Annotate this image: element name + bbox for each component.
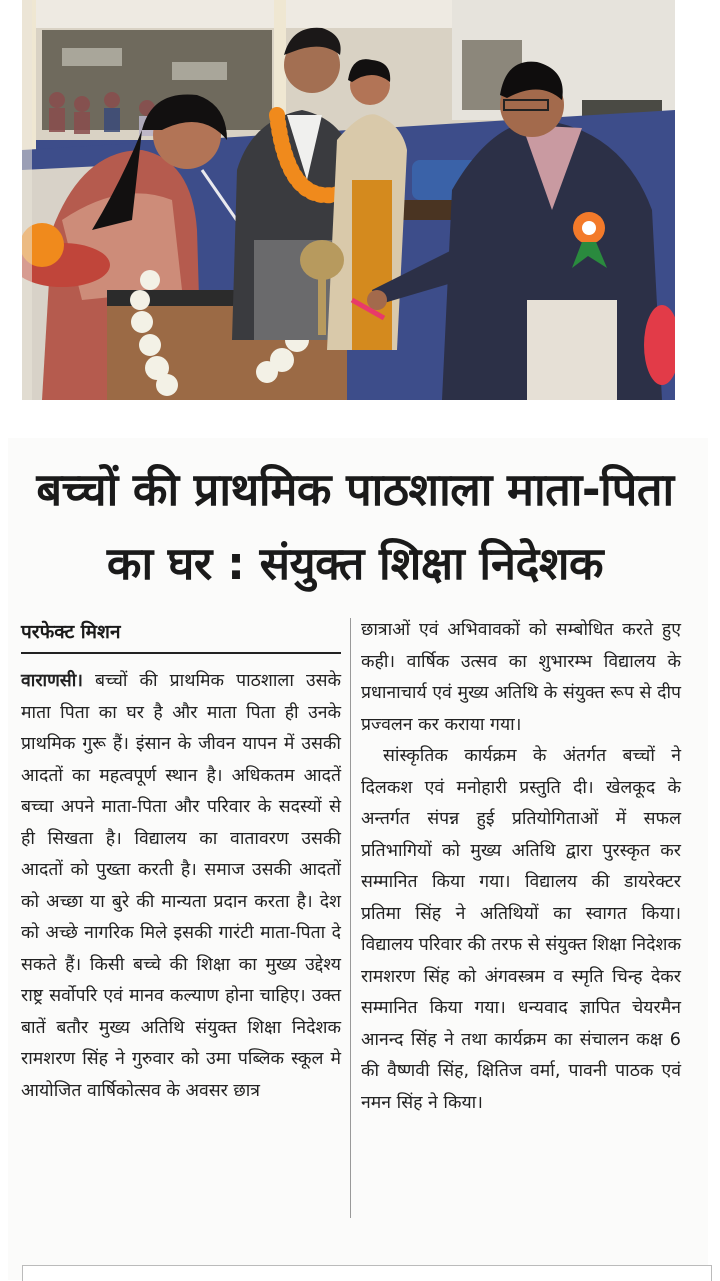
headline-line-1: बच्चों की प्राथमिक पाठशाला माता-पिता: [36, 463, 674, 516]
article-paragraph: [21, 666, 341, 1107]
article-column-left: [21, 615, 341, 1107]
article-left-body: बच्चों की प्राथमिक पाठशाला उसके माता पिता का घर है और माता पिता ही उनके प्राथमिक गुरू हैं। इंसान के जीवन यापन में उसकी आदतों का महत्वपूर्ण स्थान है। अधिकतम आदतें बच्चा अपने माता-पिता और परिवार के सदस्यों से ही सिखता है। विद्यालय का वातावरण उसकी आदतों को पुख्ता करती है। समाज उसकी आदतों को अच्छा या बुरे की मान्यता प्रदान करता है। देश को अच्छे नागरिक मिले इसकी गारंटी माता-पिता दे सकते हैं। किसी बच्चे की शिक्षा का मुख्य उद्देश्य राष्ट्र सर्वोपरि एवं मानव कल्याण होना चाहिए। उक्त बातें बतौर मुख्य अतिथि संयुक्त शिक्षा निदेशक रामशरण सिंह ने गुरुवार को उमा पब्लिक स्कूल मे आयोजित वार्षिकोत्सव के अवसर छात्र: [21, 671, 342, 1101]
dateline: वाराणसी।: [21, 671, 83, 691]
article-column-right: [361, 615, 681, 1119]
ceremony-photo: [22, 0, 675, 400]
article-right-paragraph-2: सांस्कृतिक कार्यक्रम के अंतर्गत बच्चों ने दिलकश एवं मनोहारी प्रस्तुति दी। खेलकूद के अन्तर्गत संपन्न हुई प्रतियोगिताओं में सफल प्रतिभागियों को मुख्य अतिथि द्वारा पुरस्कृत कर सम्मानित किया गया। विद्यालय की डायरेक्टर प्रतिमा सिंह ने अतिथियों का स्वागत किया। विद्यालय परिवार की तरफ से संयुक्त शिक्षा निदेशक रामशरण सिंह को अंगवस्त्रम व स्मृति चिन्ह देकर सम्मानित किया गया। धन्यवाद ज्ञापित चेयरमैन आनन्द सिंह ने तथा कार्यक्रम का संचालन कक्ष 6 की वैष्णवी सिंह, क्षितिज वर्मा, पावनी पाठक एवं नमन सिंह ने किया।: [361, 746, 681, 1113]
headline-line-2: का घर : संयुक्त शिक्षा निदेशक: [106, 537, 604, 590]
column-divider: [350, 618, 351, 1218]
byline: परफेक्ट मिशन: [21, 615, 341, 654]
news-photo: [22, 0, 675, 400]
article-right-paragraph-1: छात्राओं एवं अभिवावकों को सम्बोधित करते हुए कही। वार्षिक उत्सव का शुभारम्भ विद्यालय के प्रधानाचार्य एवं मुख्य अतिथि के संयुक्त रूप से दीप प्रज्वलन कर कराया गया।: [361, 620, 681, 735]
next-article-border: [22, 1265, 712, 1281]
